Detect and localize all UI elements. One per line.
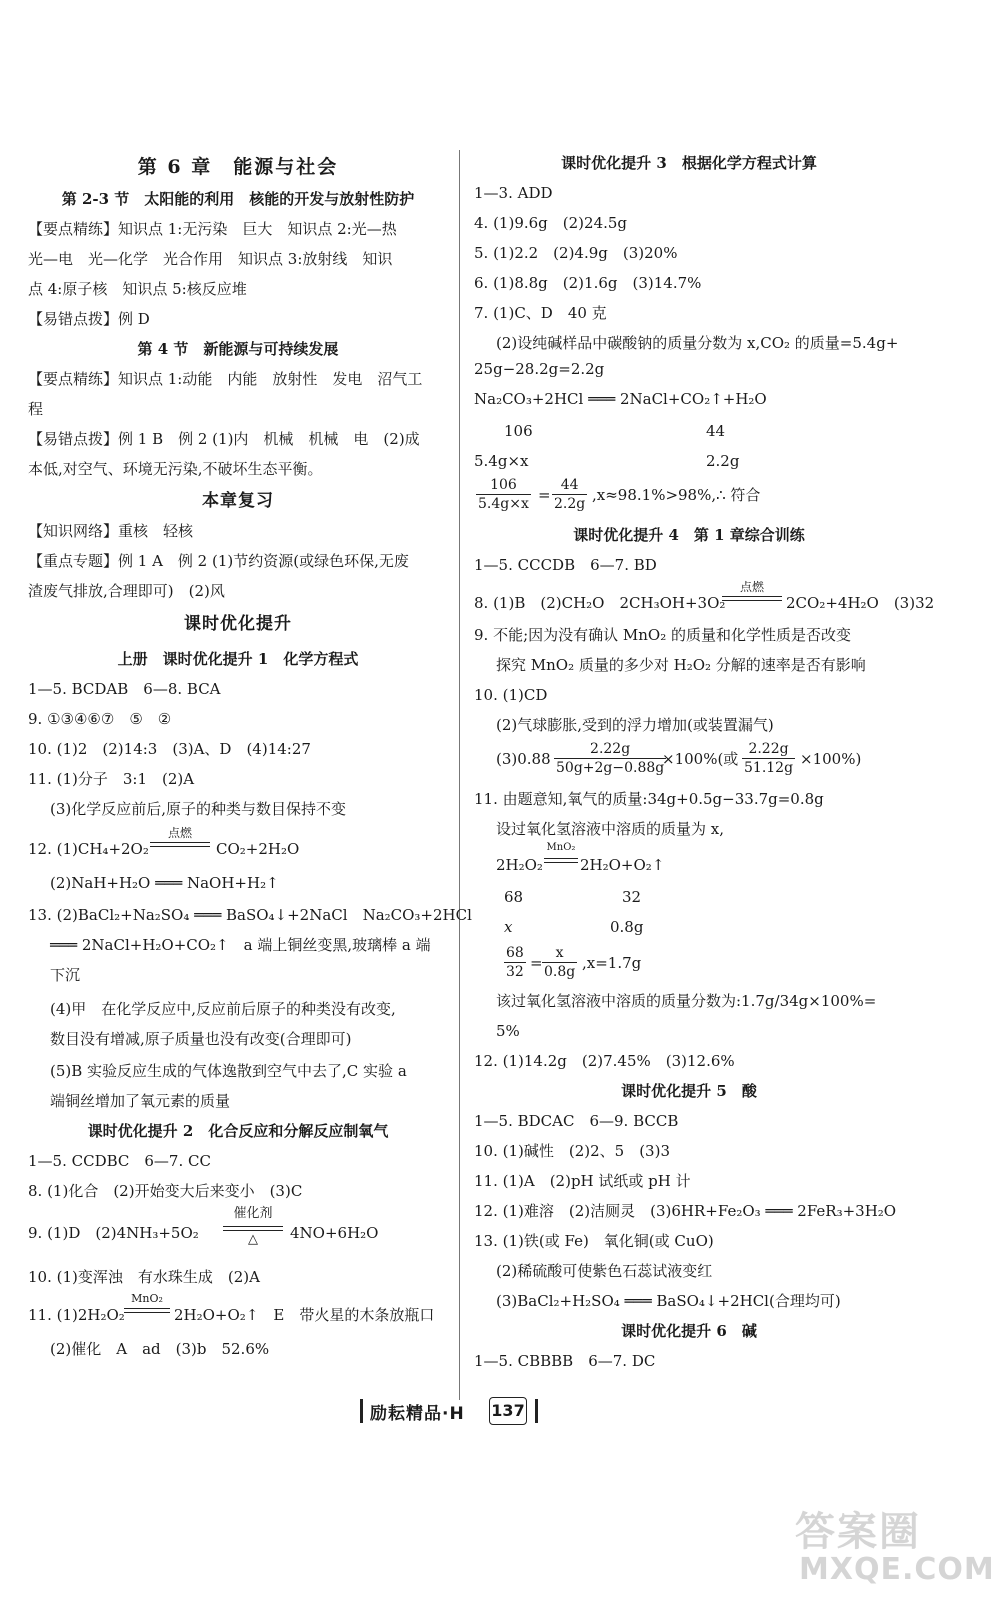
fraction-denominator: 32 [506,964,524,980]
answer-line: ,x=1.7g [582,954,642,972]
answer-line: 6. (1)8.8g (2)1.6g (3)14.7% [474,274,702,292]
equation: Na₂CO₃+2HCl ═══ 2NaCl+CO₂↑+H₂O [474,390,767,408]
fraction-denominator: 0.8g [544,964,576,980]
equation-right: 4NO+6H₂O [290,1224,379,1242]
equals-sign: = [530,954,543,972]
section-heading: 第 2-3 节 太阳能的利用 核能的开发与放射性防护 [61,190,415,208]
answer-line: (4)甲 在化学反应中,反应前后原子的种类没有改变, [50,1000,396,1018]
equation-left: 2H₂O₂ [496,856,543,874]
answer-line: 【要点精练】知识点 1:无污染 巨大 知识点 2:光—热 [28,220,397,238]
answer-line: 7. (1)C、D 40 克 [474,304,607,322]
watermark-text: 答案圈 [795,1509,921,1555]
equation-right: 2H₂O+O₂↑ [580,856,665,874]
fraction [476,476,531,513]
fraction-numerator: 106 [476,476,531,495]
section-heading: 课时优化提升 [184,614,292,634]
reaction-arrow [223,1226,283,1231]
answer-line: 12. (1)14.2g (2)7.45% (3)12.6% [474,1052,735,1070]
fraction-numerator: 44 [552,476,587,495]
answer-line: 端铜丝增加了氧元素的质量 [50,1092,231,1110]
fraction-denominator: 51.12g [744,760,794,776]
answer-line: 【易错点拨】例 1 B 例 2 (1)内 机械 机械 电 (2)成 [28,430,420,448]
fraction-numerator: x [542,944,577,963]
reaction-condition: 点燃 [167,826,192,840]
answer-line: 渣废气排放,合理即可) (2)风 [28,582,225,600]
fraction [742,740,795,777]
reaction-condition: 催化剂 [233,1206,273,1221]
reaction-condition: MnO₂ [546,842,576,853]
column-divider [459,150,460,1400]
section-heading: 课时优化提升 6 碱 [621,1322,757,1340]
reaction-condition: △ [248,1232,258,1247]
section-heading: 本章复习 [202,491,274,511]
answer-line: (2)稀硫酸可使紫色石蕊试液变红 [496,1262,713,1280]
fraction [554,740,666,777]
equation-right: CO₂+2H₂O [216,840,300,858]
answer-line: 光—电 光—化学 光合作用 知识点 3:放射线 知识 [28,250,393,268]
answer-line: 10. (1)CD [474,686,548,704]
answer-line: 该过氧化氢溶液中溶质的质量分数为:1.7g/34g×100%= [496,992,877,1010]
footer-brand: 励耘精品·H [370,1404,465,1424]
answer-line: 25g−28.2g=2.2g [474,360,605,378]
footer-bracket [535,1399,538,1423]
fraction [552,476,587,513]
answer-line: 程 [28,400,44,418]
watermark-logo [795,1500,995,1592]
answer-line: 1—3. ADD [474,184,553,202]
fraction-denominator: 2.2g [554,496,586,512]
answer-line: 本低,对空气、环境无污染,不破坏生态平衡。 [28,460,323,478]
page-footer [360,1395,545,1431]
reaction-arrow [150,842,210,847]
reaction-arrow [544,858,578,863]
answer-line: (3)化学反应前后,原子的种类与数目保持不变 [50,800,347,818]
reaction-arrow [124,1308,170,1313]
answer-line: 点 4:原子核 知识点 5:核反应堆 [28,280,247,298]
answer-line: ×100%) [800,750,862,768]
answer-line: 10. (1)碱性 (2)2、5 (3)3 [474,1142,670,1160]
answer-line: 12. (1)难溶 (2)洁厕灵 (3)6HR+Fe₂O₃ ═══ 2FeR₃+3H₂O [474,1202,897,1220]
answer-line: 设过氧化氢溶液中溶质的质量为 x, [496,820,724,838]
answer-line: 11. (1)A (2)pH 试纸或 pH 计 [474,1172,691,1190]
footer-bracket [360,1399,363,1423]
answer-line: (2)设纯碱样品中碳酸钠的质量分数为 x,CO₂ 的质量=5.4g+ [496,334,899,352]
answer-line: ═══ 2NaCl+H₂O+CO₂↑ a 端上铜丝变黑,玻璃棒 a 端 [50,936,431,954]
answer-line: (2)气球膨胀,受到的浮力增加(或装置漏气) [496,716,774,734]
answer-line: 【知识网络】重核 轻核 [28,522,194,540]
answer-line: 11. 由题意知,氧气的质量:34g+0.5g−33.7g=0.8g [474,790,824,808]
answer-line: 【易错点拨】例 D [28,310,150,328]
fraction-numerator: 2.22g [554,740,666,759]
fraction-denominator: 5.4g×x [478,496,529,512]
answer-line: 1—5. BCDAB 6—8. BCA [28,680,221,698]
equals-sign: = [538,486,551,504]
reaction-condition: 点燃 [739,580,764,594]
watermark-url: MXQE.COM [799,1552,995,1587]
page-number: 137 [489,1397,527,1425]
fraction [504,944,526,981]
chapter-title: 第 6 章 能源与社会 [137,156,339,178]
molar-mass: 68 [504,888,524,906]
answer-line: (2)催化 A ad (3)b 52.6% [50,1340,270,1358]
fraction-numerator: 2.22g [742,740,795,759]
answer-line: 【重点专题】例 1 A 例 2 (1)节约资源(或绿色环保,无废 [28,552,409,570]
answer-line: (3)BaCl₂+H₂SO₄ ═══ BaSO₄↓+2HCl(合理均可) [496,1292,841,1310]
answer-line: 1—5. BDCAC 6—9. BCCB [474,1112,679,1130]
answer-line: 1—5. CCDBC 6—7. CC [28,1152,211,1170]
equation-right: 2H₂O+O₂↑ E 带火星的木条放瓶口 [174,1306,435,1324]
mass-value: 2.2g [706,452,740,470]
answer-line: 9. ①③④⑥⑦ ⑤ ② [28,710,172,728]
reaction-arrow [722,596,782,601]
section-heading: 课时优化提升 2 化合反应和分解反应制氧气 [87,1122,389,1140]
molar-mass: 106 [504,422,533,440]
equation-left: 9. (1)D (2)4NH₃+5O₂ [28,1224,199,1242]
answer-line: 11. (1)分子 3:1 (2)A [28,770,195,788]
mass-value: 0.8g [610,918,644,936]
answer-line: (3)0.88 [496,750,551,768]
answer-line: 1—5. CBBBB 6—7. DC [474,1352,656,1370]
answer-line: 10. (1)变浑浊 有水珠生成 (2)A [28,1268,260,1286]
answer-line: ,x≈98.1%>98%,∴ 符合 [592,486,761,504]
answer-line: 4. (1)9.6g (2)24.5g [474,214,628,232]
section-heading: 课时优化提升 3 根据化学方程式计算 [561,154,817,172]
answer-line: 下沉 [50,966,81,984]
answer-line: 10. (1)2 (2)14:3 (3)A、D (4)14:27 [28,740,311,758]
answer-line: (5)B 实验反应生成的气体逸散到空气中去了,C 实验 a [50,1062,407,1080]
section-heading: 上册 课时优化提升 1 化学方程式 [117,650,359,668]
answer-line: 13. (1)铁(或 Fe) 氧化铜(或 CuO) [474,1232,714,1250]
equation-left: 11. (1)2H₂O₂ [28,1306,125,1324]
answer-line: 13. (2)BaCl₂+Na₂SO₄ ═══ BaSO₄↓+2NaCl Na₂CO₃+2HCl [28,906,472,924]
reaction-condition: MnO₂ [131,1292,163,1305]
answer-line: 9. 不能;因为没有确认 MnO₂ 的质量和化学性质是否改变 [474,626,852,644]
section-heading: 第 4 节 新能源与可持续发展 [137,340,339,358]
equation-left: 8. (1)B (2)CH₂O 2CH₃OH+3O₂ [474,594,726,612]
mass-value: 5.4g×x [474,452,529,470]
answer-line: 探究 MnO₂ 质量的多少对 H₂O₂ 分解的速率是否有影响 [496,656,866,674]
answer-line: 【要点精练】知识点 1:动能 内能 放射性 发电 沼气工 [28,370,423,388]
answer-line: ×100%(或 [662,750,739,768]
equation-left: 12. (1)CH₄+2O₂ [28,840,149,858]
equation-right: 2CO₂+4H₂O (3)32 [786,594,935,612]
answer-line: (2)NaH+H₂O ═══ NaOH+H₂↑ [50,874,279,892]
section-heading: 课时优化提升 4 第 1 章综合训练 [573,526,805,544]
mass-value: x [504,918,513,936]
fraction-denominator: 50g+2g−0.88g [556,760,665,776]
answer-line: 5. (1)2.2 (2)4.9g (3)20% [474,244,678,262]
molar-mass: 32 [622,888,642,906]
answer-line: 8. (1)化合 (2)开始变大后来变小 (3)C [28,1182,303,1200]
molar-mass: 44 [706,422,726,440]
answer-line: 5% [496,1022,520,1040]
fraction [542,944,577,981]
section-heading: 课时优化提升 5 酸 [621,1082,757,1100]
answer-line: 数目没有增减,原子质量也没有改变(合理即可) [50,1030,352,1048]
fraction-numerator: 68 [506,945,524,961]
answer-line: 1—5. CCCDB 6—7. BD [474,556,657,574]
